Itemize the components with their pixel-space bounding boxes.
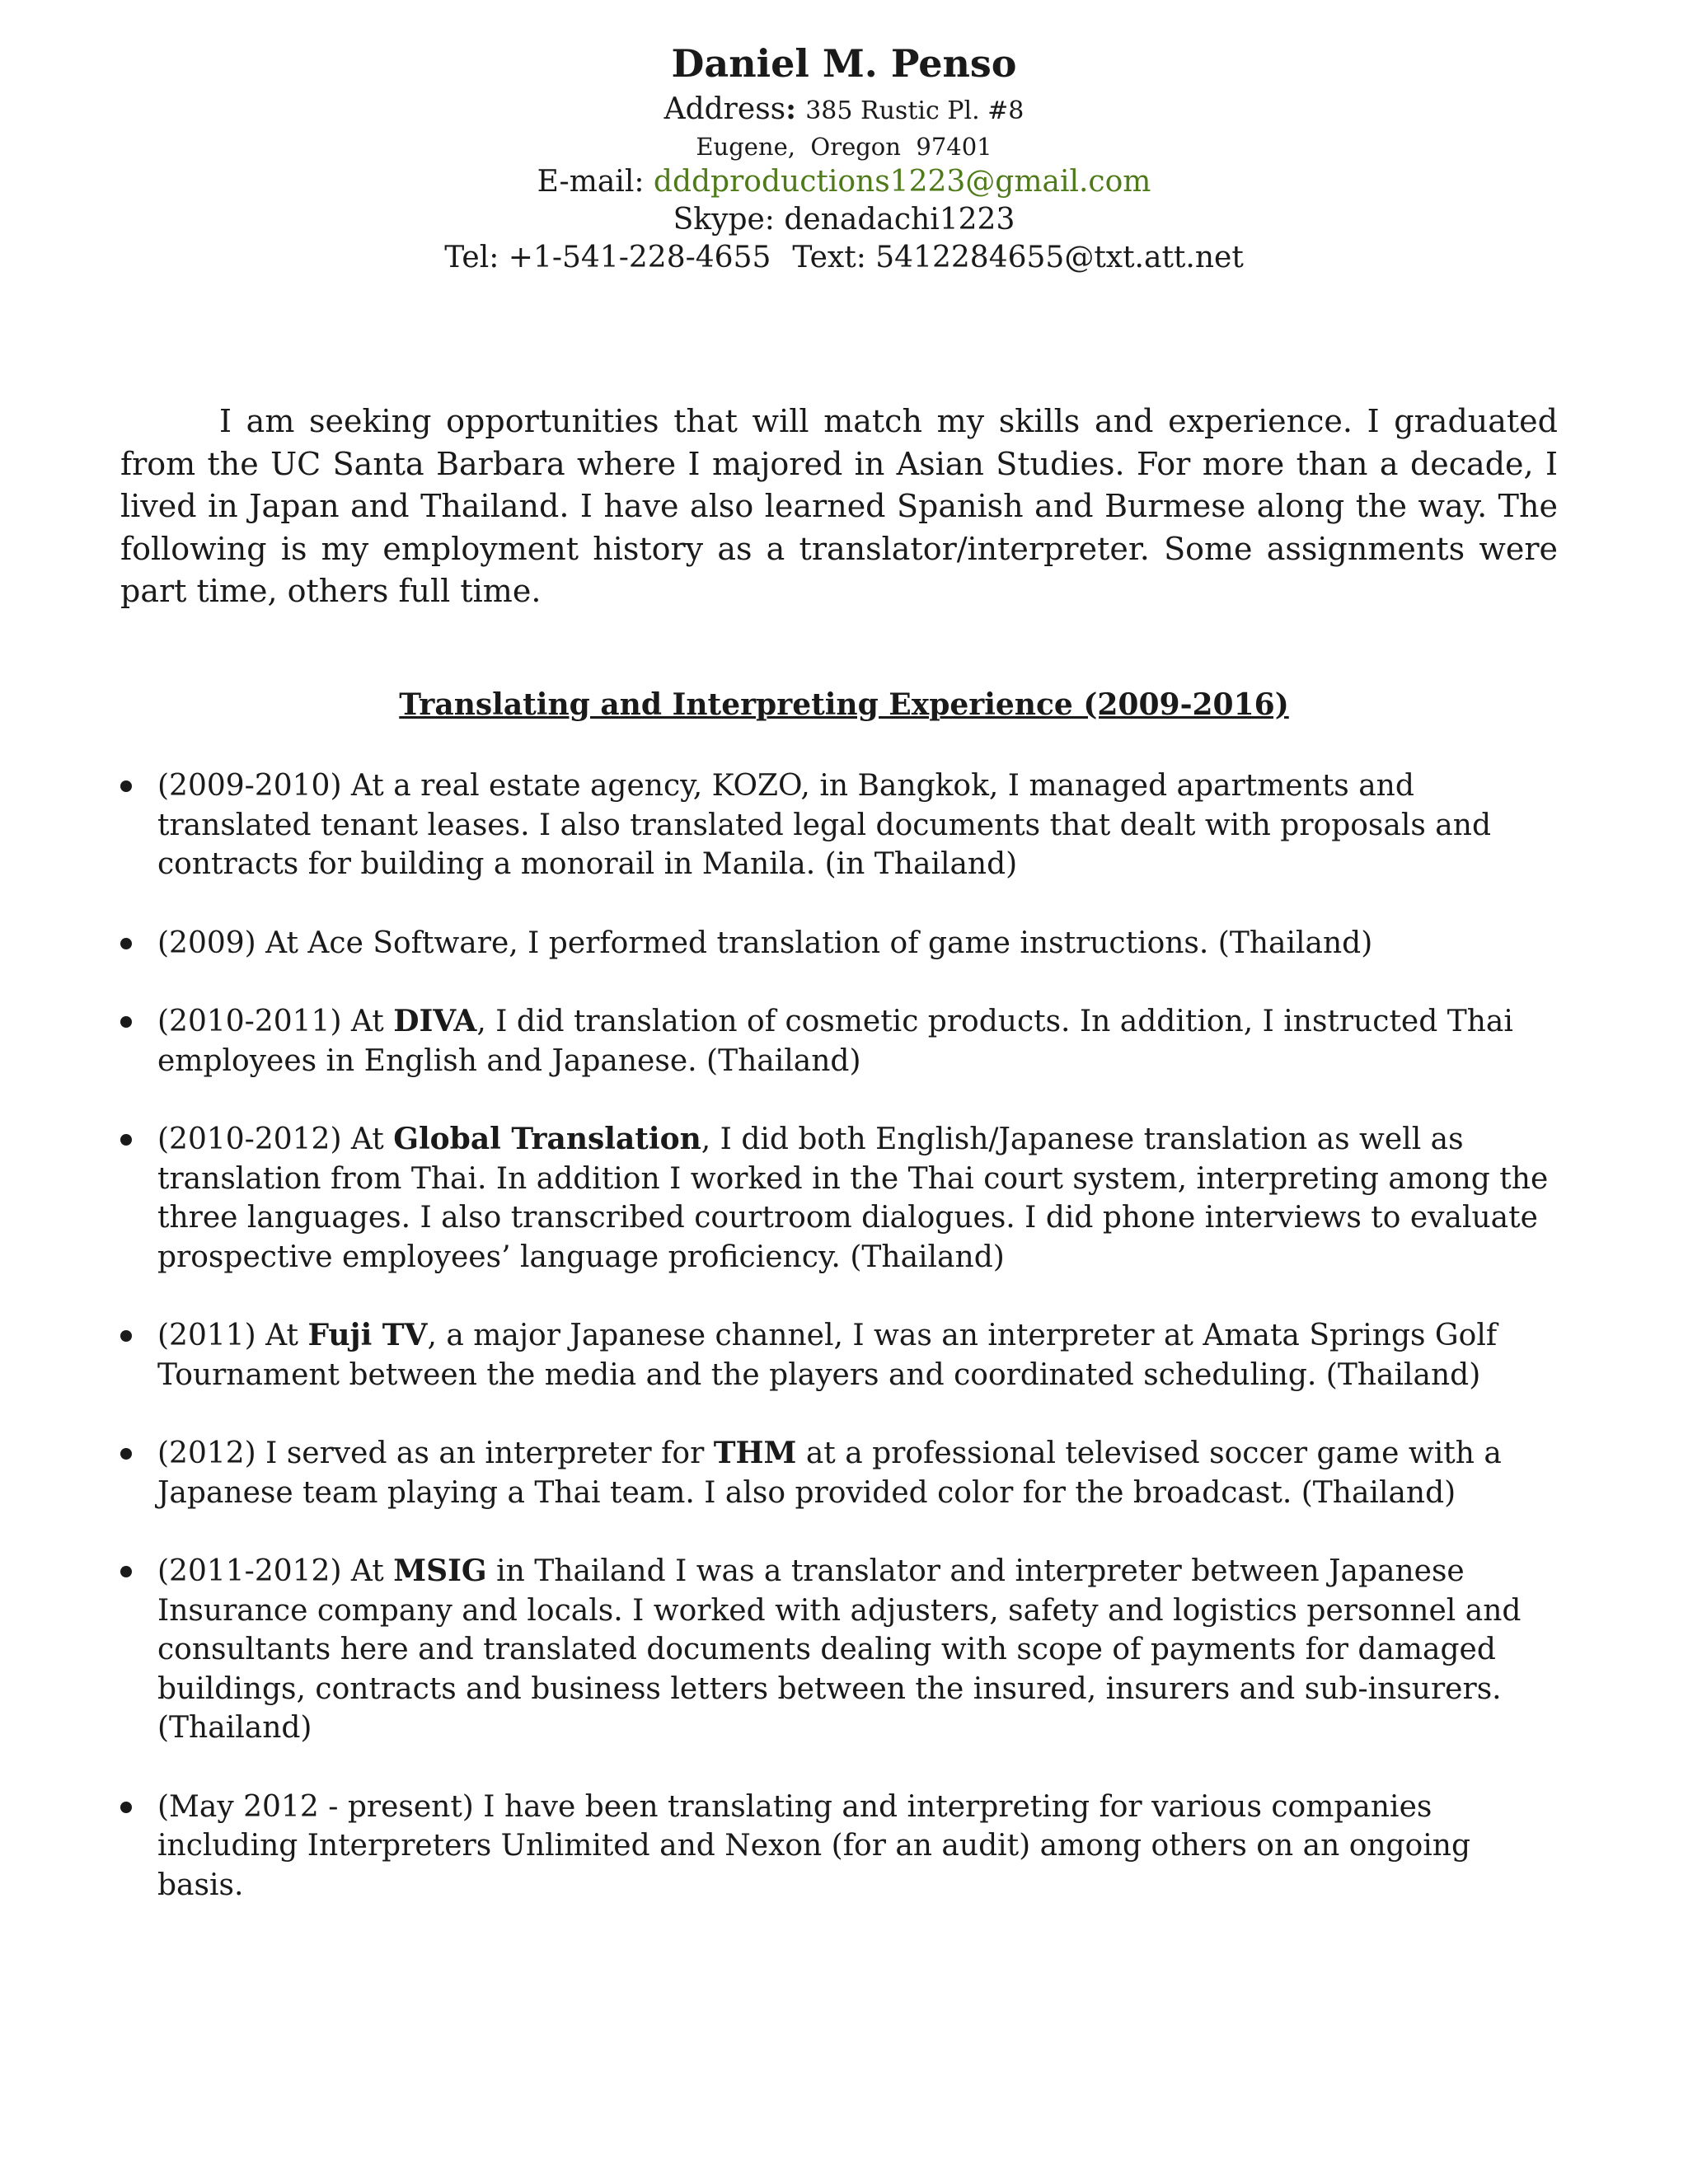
skype-line: Skype: denadachi1223 — [673, 203, 1015, 237]
item-text: (2011-2012) At — [157, 1554, 394, 1588]
bullet-icon — [120, 938, 132, 949]
bullet-icon — [120, 1566, 132, 1577]
email-line — [0, 163, 1688, 201]
item-company: DIVA — [393, 1004, 477, 1038]
street-address: 385 Rustic Pl. #8 — [805, 96, 1025, 125]
item-company: Fuji TV — [307, 1318, 428, 1352]
item-text: (2010-2012) At — [157, 1122, 394, 1156]
phone-line — [0, 239, 1688, 277]
bullet-icon — [120, 1134, 132, 1146]
item-company: MSIG — [393, 1554, 487, 1588]
item-text-rest: at a professional televised soccer game with a Japanese team playing a Thai team. I also provided color for the broadcast. (Thailand) — [157, 1436, 1502, 1510]
item-company: Global Translation — [393, 1122, 701, 1156]
email-label: E-mail: — [537, 165, 654, 199]
telephone: Tel: +1-541-228-4655 — [444, 241, 771, 274]
list-item — [0, 1002, 1688, 1080]
item-company: THM — [713, 1436, 797, 1470]
item-text-rest: , I did translation of cosmetic products. In addition, I instructed Thai employees in English and Japanese. (Thailand) — [157, 1005, 1513, 1078]
item-text-rest: , I did both English/Japanese translation as well as translation from Thai. In addition I worked in the Thai court system, interpreting among the three languages. I also transcribed courtroom dialogues. I did phone interviews to evaluate prospective employees’ language proficiency. (Thailand) — [157, 1122, 1549, 1274]
list-item — [0, 1434, 1688, 1512]
bullet-icon — [120, 1016, 132, 1028]
email-link[interactable]: dddproductions1223@gmail.com — [653, 165, 1151, 199]
item-text-rest: , a major Japanese channel, I was an interpreter at Amata Springs Golf Tournament between the media and the players and coordinated scheduling. (Thailand) — [157, 1319, 1498, 1392]
list-item — [0, 1120, 1688, 1277]
city-state-zip: Eugene, Oregon 97401 — [696, 133, 992, 161]
item-text: (May 2012 - present) I have been translating and interpreting for various companies including Interpreters Unlimited and Nexon (for an audit) among others on an ongoing basis. — [157, 1789, 1471, 1902]
address-label: Address — [663, 92, 786, 126]
text-address: Text: 5412284655@txt.att.net — [792, 241, 1244, 274]
item-text: (2009) At Ace Software, I performed translation of game instructions. (Thailand) — [157, 926, 1373, 960]
item-text: (2010-2011) At — [157, 1005, 394, 1038]
item-text: (2009-2010) At a real estate agency, KOZO, in Bangkok, I managed apartments and translated tenant leases. I also translated legal documents that dealt with proposals and contracts for building a monorail in Manila. (in Thailand) — [157, 769, 1491, 881]
experience-list — [0, 766, 1688, 1944]
intro-paragraph: I am seeking opportunities that will match my skills and experience. I graduated from the UC Santa Barbara where I majored in Asian Studies. For more than a decade, I lived in Japan and Thailand. I have also learned Spanish and Burmese along the way. The following is my employment history as a translator/interpreter. Some assignments were part time, others full time. — [120, 403, 1558, 609]
bullet-icon — [120, 1448, 132, 1460]
list-item — [0, 1552, 1688, 1748]
address-colon: : — [785, 92, 797, 126]
bullet-icon — [120, 1330, 132, 1342]
list-item — [0, 924, 1688, 963]
item-text: (2012) I served as an interpreter for — [157, 1436, 714, 1470]
bullet-icon — [120, 780, 132, 792]
applicant-name: Daniel M. Penso — [671, 41, 1017, 86]
bullet-icon — [120, 1802, 132, 1813]
item-text: (2011) At — [157, 1319, 308, 1352]
list-item — [0, 1788, 1688, 1905]
section-heading: Translating and Interpreting Experience (2009-2016) — [399, 687, 1289, 722]
address-line — [0, 91, 1688, 130]
list-item — [0, 766, 1688, 884]
contact-header — [0, 38, 1688, 277]
item-text-rest: in Thailand I was a translator and interpreter between Japanese Insurance company and locals. I worked with adjusters, safety and logistics personnel and consultants here and translated documents dealing with scope of payments for damaged buildings, contracts and business letters between the insured, insurers and sub-insurers. (Thailand) — [157, 1554, 1522, 1745]
list-item — [0, 1316, 1688, 1394]
